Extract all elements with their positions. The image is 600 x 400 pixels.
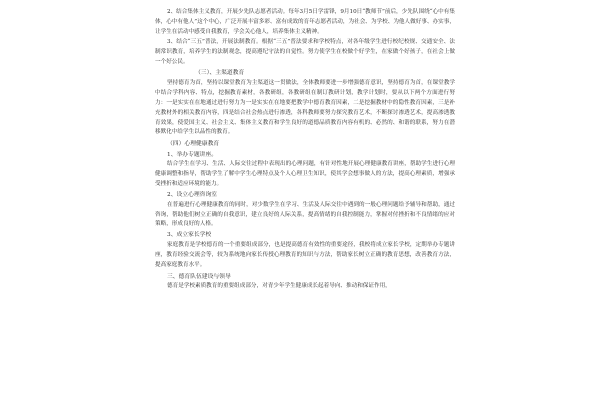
paragraph: 家庭教育是学校德育的一个重要组成部分，也是提高德育有效性的重要途径，我校将成立家长学校，定期举办专题讲座，教育经验交流会等，较为系统地向家长传授心理教育的知识与方法，帮助家长树立正确的教育思想，改善教育方法，提高家庭教育水平。 (155, 241, 455, 268)
paragraph: 3、结合“三五”普法，开展法制教育。根据“三五”普法要求和学校特点，对各年级学生进行校纪校规、交通安全、法制常识教育，培养学生的法制观念，提高遵纪守法的自觉性。努力使学生在校做个好学生，在家做个好孩子，在社会上做一个好公民。 (155, 38, 455, 65)
paragraph: 2、结合集体主义教育，开展少先队志愿者活动。每年3月5日学雷锋，9月10日“教师节”前后，少先队围绕“心中有集体，心中有他人”这个中心，广泛开展丰富多彩、富有成效的育年志愿者活动，为社会、为学校、为他人做好事、办实事，让学生在活动中感受自我教育，学会关心他人，培养集体主义精神。 (155, 9, 455, 35)
paragraph: 在普遍进行心理健康教育的同时，对少数学生在学习、生活及人际交往中遇到的一般心理问题给予辅导和帮助，通过咨询，帮助他们树立正确的自我意识，建立良好的人际关系，提高情绪的自我控制能力，掌握对付挫折和不良情绪的应对策略，形成良好的人格。 (155, 201, 455, 228)
section-heading: （三）、主渠道教育 (195, 70, 245, 77)
section-heading: 三、德育队伍建设与领导 (167, 273, 231, 280)
paragraph: 德育是学校素质教育的重要组成部分，对青少年学生健康成长起着导向、推动和保证作用， (167, 283, 391, 290)
section-heading: （四）心理健康教育 (167, 141, 220, 148)
numbered-subheading: 2、设立心理咨询室 (167, 192, 218, 199)
paragraph: 坚持德育为首，坚持以课堂教育为主渠道这一贯做法，全体教师要进一步增强德育意识，坚持德育为首，在课堂教学中结合学科内容、特点，挖掘教育素材，各教研组，各教研组在制订教研计划，教学计划时，要从以下两个方面进行努力：一是实实在在地通过进行努力为一是实实在在地要把教学中德育教育因素，二是挖掘教材中的隐性教育因素，三是补充教材外的相关教育内容，四是结合社会热点进行渗透，各科教师要努力探究教育艺术，不断探讨渗透艺术，提高渗透教育效果，使爱国主义、社会主义、集体主义教育和学生良好的道德品质教育内容有机的、必然的、和谐的联系，努力在潜移默化中给学生以品性的教育。 (155, 79, 455, 136)
document-page (155, 8, 455, 400)
numbered-subheading: 1、举办专题讲座。 (167, 151, 218, 158)
paragraph: 结合学生在学习、生活、人际交往过程中表现出的心理问题，有针对性地开展心理健康教育讲座，帮助学生进行心理健康调整和指导，帮助学生了解中学生心理特点及个人心理卫生知识，使其学会想事做人的方法，提高心理素质，增强承受挫折和适应环境的能力。 (155, 161, 455, 188)
numbered-subheading: 3、成立家长学校 (167, 232, 212, 239)
